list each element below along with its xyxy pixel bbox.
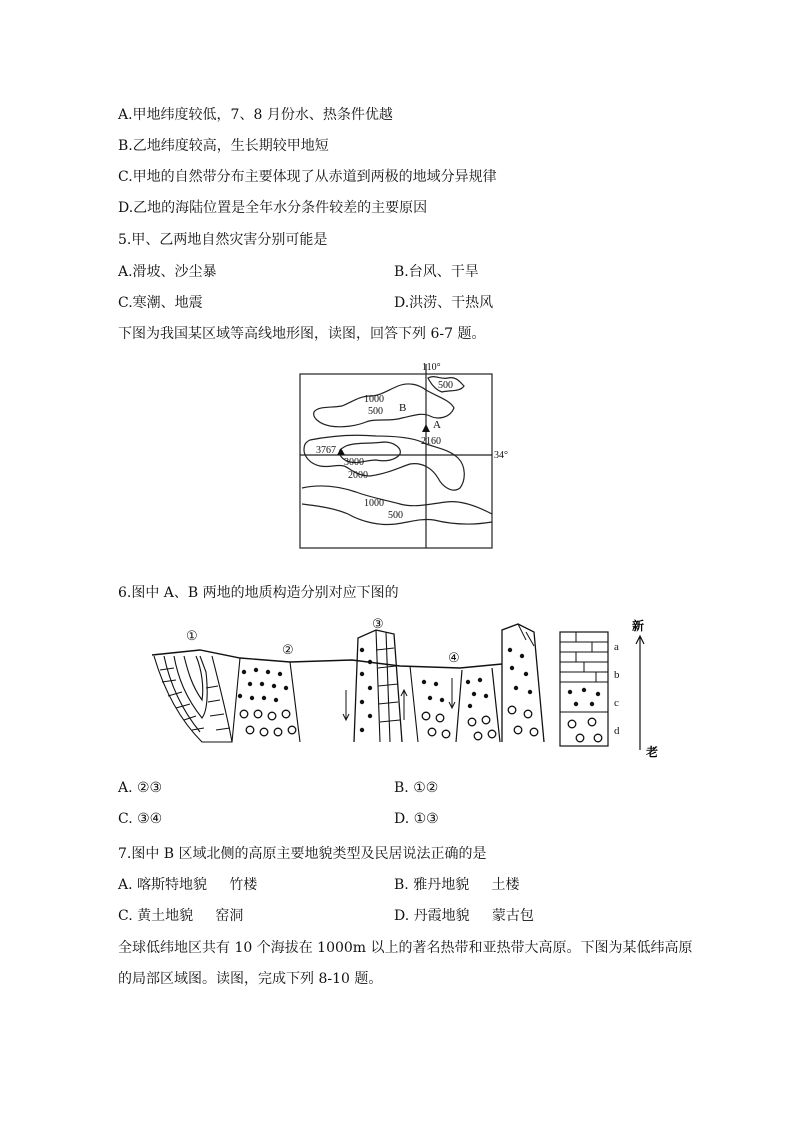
q6-option-b: B. ①② [394,780,439,796]
label-a: A [433,419,441,431]
q6-option-d: D. ①③ [394,811,439,827]
label-2160: 2160 [421,436,441,447]
q7-option-c: C. 黄土地貌 窑洞 [118,908,244,924]
q7-stem: 7.图中 B 区域北侧的高原主要地貌类型及民居说法正确的是 [118,846,487,862]
contour-map [290,356,520,560]
structure-mid-block [410,666,450,742]
q6-option-a: A. ②③ [118,780,163,796]
strata-legend [560,618,658,759]
q4-option-b: B.乙地纬度较高，生长期较甲地短 [118,138,329,154]
label-1000-top: 1000 [364,394,384,405]
intro-8-10-line1: 全球低纬地区共有 10 个海拔在 1000m 以上的著名热带和亚热带大高原。下图为某低纬高原 [118,940,693,956]
legend-new: 新 [632,619,645,633]
legend-d: d [614,725,620,737]
structure-1-fold [154,656,232,742]
label-1: ① [186,628,198,643]
label-3000: 3000 [344,457,364,468]
structure-right-block [502,624,544,742]
geology-section [140,610,670,764]
q7-option-a: A. 喀斯特地貌 竹楼 [118,877,258,893]
label-4: ④ [448,650,460,665]
q5-option-c: C.寒潮、地震 [118,295,203,311]
peak-3767-marker [337,448,345,455]
q5-option-d: D.洪涝、干热风 [394,295,494,311]
q6-option-c: C. ③④ [118,811,163,827]
intro-8-10-line2: 的局部区域图。读图，完成下列 8-10 题。 [118,971,383,987]
structure-2-block [232,658,300,742]
q7-option-b: B. 雅丹地貌 土楼 [394,877,520,893]
map-frame [300,374,492,548]
label-500-top: 500 [438,380,453,391]
label-500-bot: 500 [388,510,403,521]
label-110: 110° [422,362,441,373]
legend-a: a [614,641,619,653]
label-34: 34° [494,450,508,461]
label-500-left: 500 [368,406,383,417]
peak-a-marker [422,424,430,432]
legend-old: 老 [646,745,659,759]
q4-option-d: D.乙地的海陆位置是全年水分条件较差的主要原因 [118,200,428,216]
q6-stem: 6.图中 A、B 两地的地质构造分别对应下图的 [118,585,399,601]
label-3: ③ [372,616,384,631]
label-2000: 2000 [348,470,368,481]
label-1000-bot: 1000 [364,498,384,509]
q4-option-a: A.甲地纬度较低，7、8 月份水、热条件优越 [118,107,393,123]
structure-4-block [449,668,500,742]
q7-option-d: D. 丹霞地貌 蒙古包 [394,908,534,924]
intro-6-7: 下图为我国某区域等高线地形图，读图，回答下列 6-7 题。 [118,326,486,342]
q5-option-a: A.滑坡、沙尘暴 [118,264,217,280]
legend-c: c [614,697,619,709]
label-b: B [399,402,407,414]
label-3767: 3767 [316,445,336,456]
structure-3-horst [343,630,407,742]
q4-option-c: C.甲地的自然带分布主要体现了从赤道到两极的地域分异规律 [118,169,497,185]
q5-stem: 5.甲、乙两地自然灾害分别可能是 [118,232,328,248]
legend-b: b [614,669,620,681]
q5-option-b: B.台风、干旱 [394,264,479,280]
label-2: ② [282,642,294,657]
